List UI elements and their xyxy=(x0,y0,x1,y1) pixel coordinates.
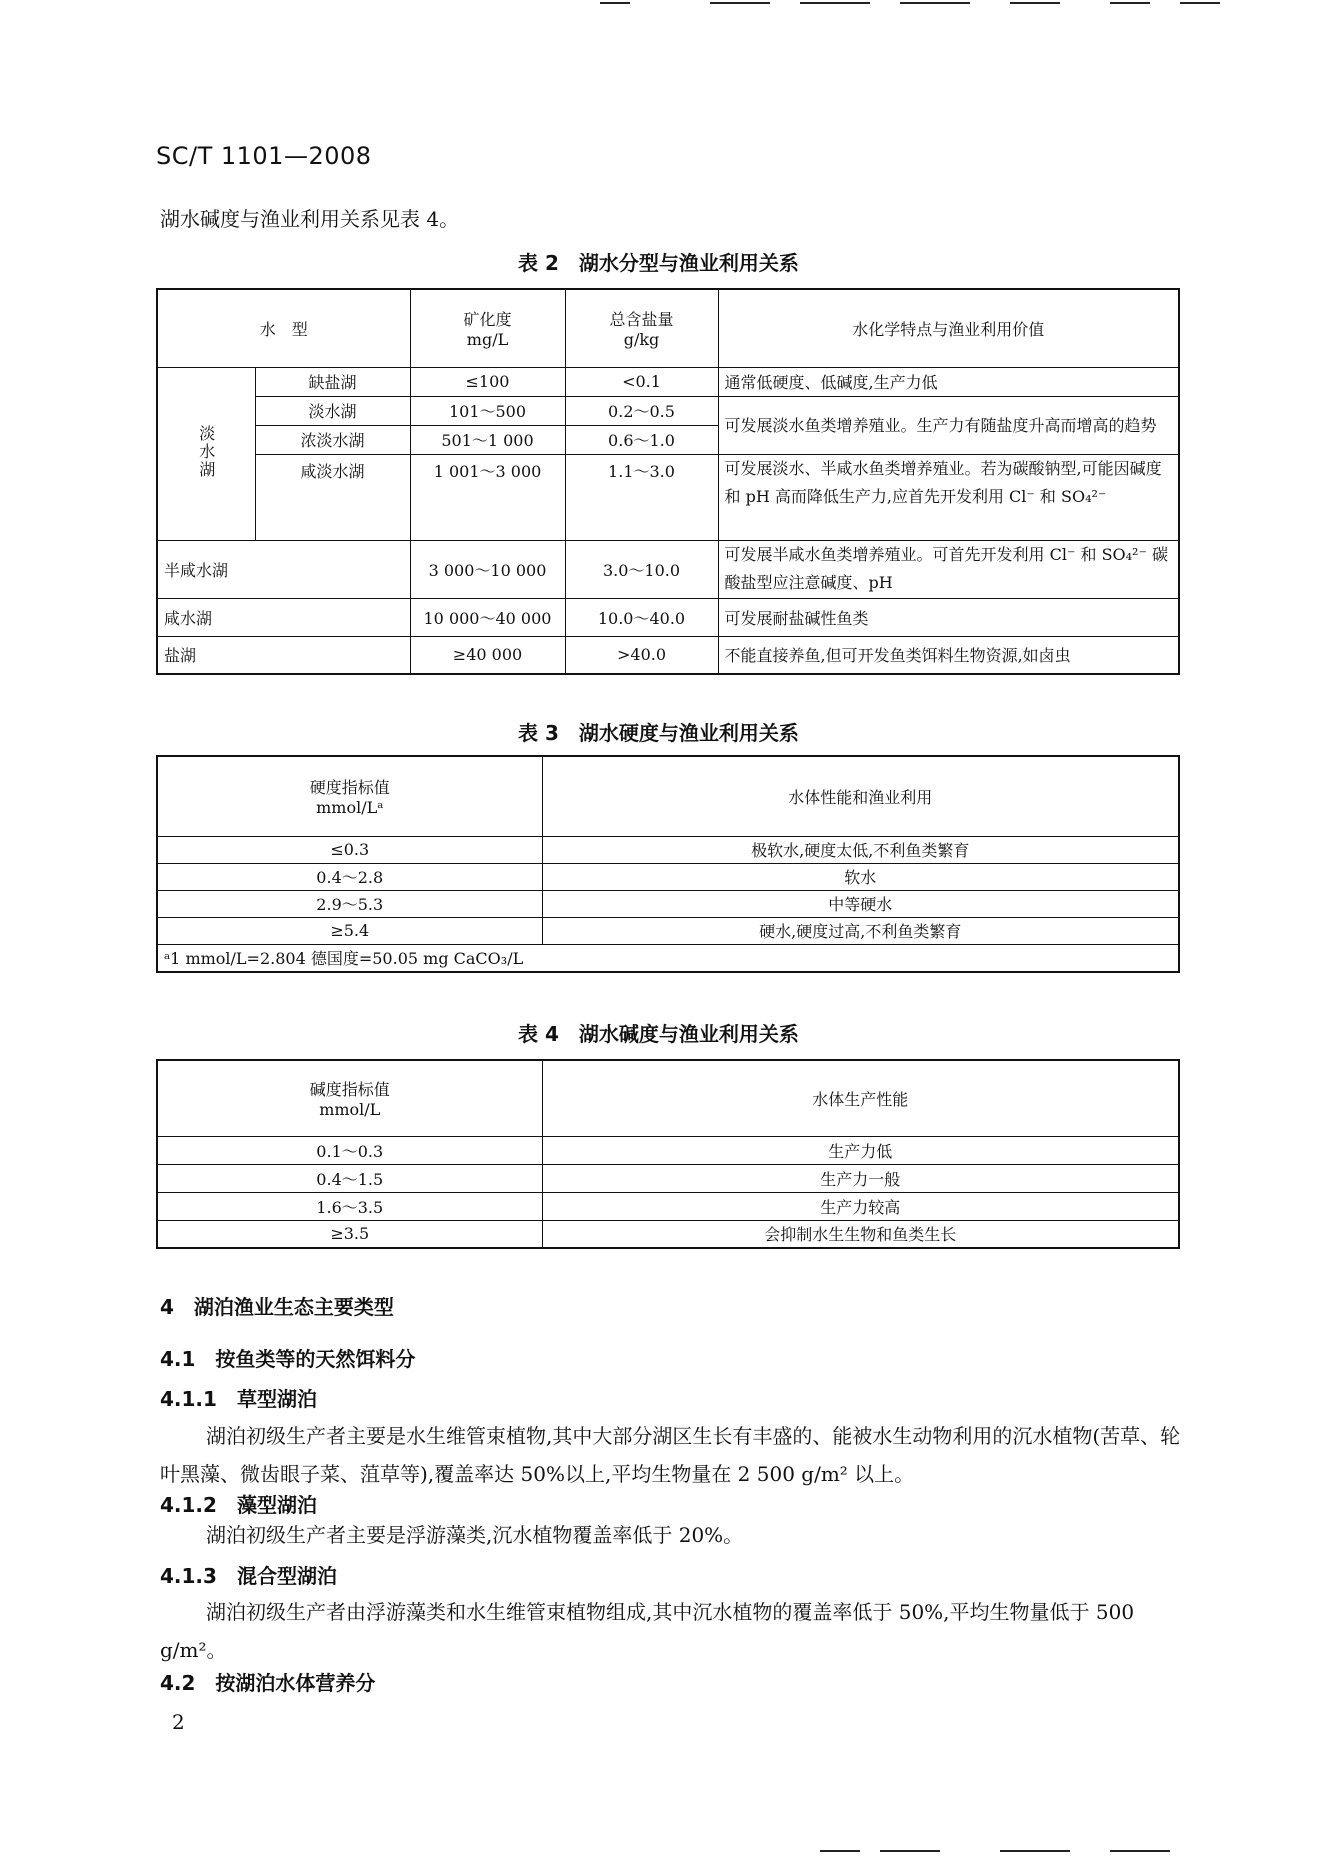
t4-value: 0.4～1.5 xyxy=(157,1164,542,1192)
t2-feature: 可发展淡水鱼类增养殖业。生产力有随盐度升高而增高的趋势 xyxy=(718,396,1179,454)
section-4-1-2-heading: 4.1.2 藻型湖泊 xyxy=(160,1493,317,1517)
t2-feature: 通常低硬度、低碱度,生产力低 xyxy=(718,367,1179,396)
section-4-2-heading: 4.2 按湖泊水体营养分 xyxy=(160,1671,376,1695)
t2-sub: 缺盐湖 xyxy=(255,367,410,396)
t3-footnote: ᵃ1 mmol/L=2.804 德国度=50.05 mg CaCO₃/L xyxy=(157,944,1179,972)
t2-salt: 3.0～10.0 xyxy=(565,540,718,598)
t2-sub: 淡水湖 xyxy=(255,396,410,425)
t2-mineral: 3 000～10 000 xyxy=(410,540,565,598)
section-4-1-2-body: 湖泊初级生产者主要是浮游藻类,沉水植物覆盖率低于 20%。 xyxy=(206,1523,744,1547)
t2-feature: 不能直接养鱼,但可开发鱼类饵料生物资源,如卤虫 xyxy=(718,636,1179,674)
t2-salt: <0.1 xyxy=(565,367,718,396)
t2-feature: 可发展淡水、半咸水鱼类增养殖业。若为碳酸钠型,可能因碱度和 pH 高而降低生产力,应首先开发利用 Cl⁻ 和 SO₄²⁻ xyxy=(718,454,1179,540)
scan-mark xyxy=(710,2,770,4)
scan-mark xyxy=(800,2,870,4)
t2-salt: 1.1～3.0 xyxy=(565,454,718,540)
document-id: SC/T 1101—2008 xyxy=(156,142,372,170)
t3-value: 2.9～5.3 xyxy=(157,890,542,917)
scan-mark xyxy=(1180,2,1220,4)
scan-mark xyxy=(880,1850,940,1852)
t3-header-desc: 水体性能和渔业利用 xyxy=(542,756,1179,836)
t2-header-type: 水 型 xyxy=(157,289,410,367)
section-4-1-1-body: 湖泊初级生产者主要是水生维管束植物,其中大部分湖区生长有丰盛的、能被水生动物利用的沉水植物(苦草、轮叶黑藻、微齿眼子菜、菹草等),覆盖率达 50%以上,平均生物量在 2 500 g/m² 以上。 xyxy=(160,1424,1181,1486)
table2 xyxy=(156,288,1180,675)
section-4-1-3-body: 湖泊初级生产者由浮游藻类和水生维管束植物组成,其中沉水植物的覆盖率低于 50%,平均生物量低于 500 g/m²。 xyxy=(160,1600,1135,1662)
section-4-heading: 4 湖泊渔业生态主要类型 xyxy=(160,1295,394,1319)
t4-header-desc: 水体生产性能 xyxy=(542,1060,1179,1136)
t2-salty-name: 咸水湖 xyxy=(157,598,410,636)
t3-value: ≤0.3 xyxy=(157,836,542,863)
t3-desc: 中等硬水 xyxy=(542,890,1179,917)
t2-header-mineral: 矿化度 mg/L xyxy=(410,289,565,367)
scan-mark xyxy=(600,2,630,4)
t2-mineral: 501～1 000 xyxy=(410,425,565,454)
t3-desc: 硬水,硬度过高,不利鱼类繁育 xyxy=(542,917,1179,944)
scan-mark xyxy=(1010,2,1060,4)
scan-mark xyxy=(820,1850,860,1852)
table3-caption: 表 3 湖水硬度与渔业利用关系 xyxy=(518,721,799,745)
t2-sub: 浓淡水湖 xyxy=(255,425,410,454)
t4-value: 1.6～3.5 xyxy=(157,1192,542,1220)
t4-header-value: 碱度指标值 mmol/L xyxy=(157,1060,542,1136)
t4-desc: 生产力较高 xyxy=(542,1192,1179,1220)
t2-mineral: ≥40 000 xyxy=(410,636,565,674)
t4-desc: 会抑制水生生物和鱼类生长 xyxy=(542,1220,1179,1248)
page-number: 2 xyxy=(172,1710,185,1734)
t2-salt: 10.0～40.0 xyxy=(565,598,718,636)
section-4-1-1-heading: 4.1.1 草型湖泊 xyxy=(160,1387,317,1411)
t3-value: 0.4～2.8 xyxy=(157,863,542,890)
table4 xyxy=(156,1059,1180,1249)
t2-salt: 0.6～1.0 xyxy=(565,425,718,454)
t2-semi-name: 半咸水湖 xyxy=(157,540,410,598)
table3 xyxy=(156,755,1180,973)
table4-caption: 表 4 湖水碱度与渔业利用关系 xyxy=(518,1022,799,1046)
t2-feature: 可发展耐盐碱性鱼类 xyxy=(718,598,1179,636)
table2-caption: 表 2 湖水分型与渔业利用关系 xyxy=(518,251,799,275)
t4-desc: 生产力一般 xyxy=(542,1164,1179,1192)
t3-header-value: 硬度指标值 mmol/Lᵃ xyxy=(157,756,542,836)
t3-desc: 软水 xyxy=(542,863,1179,890)
scan-mark xyxy=(1110,1850,1170,1852)
t2-mineral: ≤100 xyxy=(410,367,565,396)
t2-mineral: 1 001～3 000 xyxy=(410,454,565,540)
t2-header-feature: 水化学特点与渔业利用价值 xyxy=(718,289,1179,367)
t2-mineral: 10 000～40 000 xyxy=(410,598,565,636)
t4-value: 0.1～0.3 xyxy=(157,1136,542,1164)
scan-mark xyxy=(1110,2,1150,4)
t4-value: ≥3.5 xyxy=(157,1220,542,1248)
t3-value: ≥5.4 xyxy=(157,917,542,944)
t2-saltlake-name: 盐湖 xyxy=(157,636,410,674)
t2-salt: >40.0 xyxy=(565,636,718,674)
section-4-1-heading: 4.1 按鱼类等的天然饵料分 xyxy=(160,1347,416,1371)
t2-sub: 咸淡水湖 xyxy=(255,454,410,540)
t4-desc: 生产力低 xyxy=(542,1136,1179,1164)
scan-mark xyxy=(900,2,970,4)
t2-mineral: 101～500 xyxy=(410,396,565,425)
t3-desc: 极软水,硬度太低,不利鱼类繁育 xyxy=(542,836,1179,863)
t2-group-fresh: 淡水湖 xyxy=(157,367,255,540)
t2-feature: 可发展半咸水鱼类增养殖业。可首先开发利用 Cl⁻ 和 SO₄²⁻ 碳酸盐型应注意碱度、pH xyxy=(718,540,1179,598)
t2-salt: 0.2～0.5 xyxy=(565,396,718,425)
section-4-1-3-heading: 4.1.3 混合型湖泊 xyxy=(160,1564,337,1588)
scan-mark xyxy=(1000,1850,1070,1852)
t2-header-salt: 总含盐量 g/kg xyxy=(565,289,718,367)
intro-text: 湖水碱度与渔业利用关系见表 4。 xyxy=(160,207,460,231)
